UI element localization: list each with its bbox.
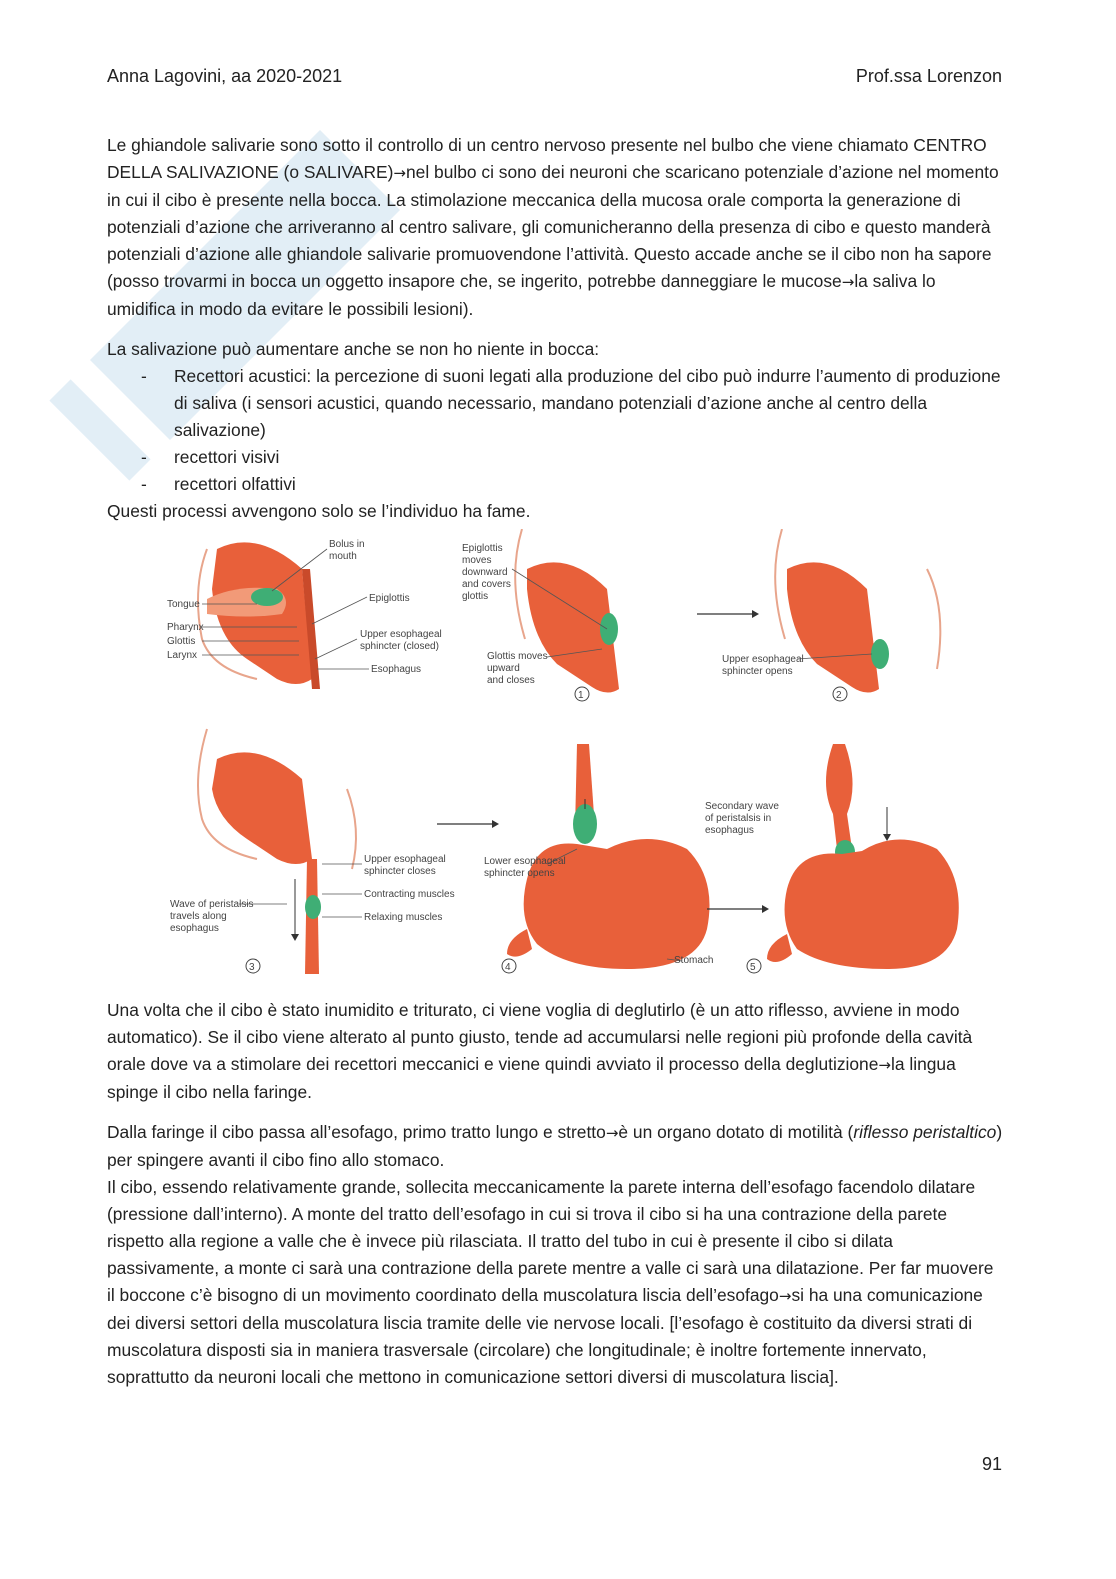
label-ues-opens-2: sphincter opens <box>722 666 793 677</box>
label-epi-moves-4: and covers <box>462 579 511 590</box>
label-ues-closes-1: Upper esophageal <box>364 854 446 865</box>
step-number-4: 4 <box>505 962 511 973</box>
arrow-icon: → <box>778 1287 792 1305</box>
label-larynx: Larynx <box>167 650 198 661</box>
panel-step-1 <box>462 529 619 701</box>
label-secondary-1: Secondary wave <box>705 801 779 812</box>
label-wave-3: esophagus <box>170 923 219 934</box>
page-number: 91 <box>981 1454 1002 1474</box>
header-author: Anna Lagovini, aa 2020-2021 <box>107 66 343 86</box>
label-secondary-3: esophagus <box>705 825 754 836</box>
label-bolus-2: mouth <box>329 551 357 562</box>
list-item: - recettori visivi <box>141 447 280 467</box>
receptor-list <box>107 363 1005 498</box>
label-pharynx: Pharynx <box>167 622 204 633</box>
swallowing-figure <box>107 529 1005 985</box>
label-stomach: Stomach <box>674 955 714 966</box>
label-glottis: Glottis <box>167 636 196 647</box>
label-les-opens-1: Lower esophageal <box>484 856 566 867</box>
label-ues-opens-1: Upper esophageal <box>722 654 804 665</box>
label-ues-closes-2: sphincter closes <box>364 866 436 877</box>
step-number-2: 2 <box>836 690 842 701</box>
paragraph-salivation-intro: La salivazione può aumentare anche se non ho niente in bocca: <box>107 339 600 359</box>
label-glottis-moves-2: upward <box>487 663 520 674</box>
paragraph-esophagus: Dalla faringe il cibo passa all’esofago, primo tratto lungo e stretto→è un organo dotato di motilità (riflesso peristaltico) per spingere avanti il cibo fino allo stomaco. <box>107 1122 1003 1170</box>
swallowing-diagram <box>107 529 1005 985</box>
label-wave-1: Wave of peristalsis <box>170 899 254 910</box>
panel-step-3 <box>170 729 455 974</box>
step-number-3: 3 <box>249 962 255 973</box>
label-glottis-moves-3: and closes <box>487 675 535 686</box>
label-ues-closed-2: sphincter (closed) <box>360 641 439 652</box>
panel-step-5 <box>705 744 959 973</box>
step-number-1: 1 <box>578 690 584 701</box>
arrow-icon: → <box>841 273 855 291</box>
label-tongue: Tongue <box>167 599 200 610</box>
step-number-5: 5 <box>750 962 756 973</box>
paragraph-peristalsis: Il cibo, essendo relativamente grande, sollecita meccanicamente la parete interna dell’esofago facendolo dilatare (pressione dall’interno). A monte del tratto dell’esofago in cui si trova il cibo si ha una contrazione della parete rispetto alla regione a valle che è invece più rilasciata. Il tratto del tubo in cui è presente il cibo si dilata passivamente, a monte ci sarà una contrazione della parete mentre a valle ci sarà una dilatazione. Per far muovere il boccone c’è bisogno di un movimento coordinato della muscolatura liscia dell’esofago→si ha una comunicazione dei diversi settori della muscolatura liscia tramite delle vie nervose locali. [l’esofago è costituito da diversi strati di muscolatura disposti sia in maniera trasversale (circolare) che longitudinale; è inoltre fortemente innervato, soprattutto da neuroni locali che mettono in comunicazione settori diversi di muscolatura liscia]. <box>107 1177 994 1387</box>
label-contracting: Contracting muscles <box>364 889 455 900</box>
paragraph-deglutition: Una volta che il cibo è stato inumidito e triturato, ci viene voglia di deglutirlo (è un atto riflesso, avviene in modo automatico). Se il cibo viene alterato al punto giusto, tende ad accumularsi nelle regioni più profonde della cavità orale dove va a stimolare dei recettori meccanici e viene quindi avviato il processo della deglutizione→la lingua spinge il cibo nella faringe. <box>107 1000 973 1102</box>
label-epi-moves-3: downward <box>462 567 508 578</box>
panel-step-4 <box>484 744 713 973</box>
list-item: - recettori olfattivi <box>141 474 296 494</box>
page-header <box>107 66 1002 92</box>
paragraph-hunger: Questi processi avvengono solo se l’individuo ha fame. <box>107 501 531 521</box>
label-wave-2: travels along <box>170 911 227 922</box>
label-bolus-1: Bolus in <box>329 539 365 550</box>
label-epiglottis: Epiglottis <box>369 593 410 604</box>
header-professor: Prof.ssa Lorenzon <box>855 66 1002 86</box>
label-ues-closed-1: Upper esophageal <box>360 629 442 640</box>
page-content <box>107 132 1005 1391</box>
arrow-icon: → <box>878 1056 891 1074</box>
label-epi-moves-1: Epiglottis <box>462 543 503 554</box>
list-item: - Recettori acustici: la percezione di suoni legati alla produzione del cibo può indurre l’aumento di produzione di saliva (i sensori acustici, quando necessario, mandano potenziali d’azione anche al centro della salivazione) <box>141 366 1001 440</box>
label-relaxing: Relaxing muscles <box>364 912 443 923</box>
label-epi-moves-5: glottis <box>462 591 489 602</box>
arrow-icon: → <box>393 164 406 182</box>
paragraph-salivation-center: Le ghiandole salivarie sono sotto il controllo di un centro nervoso presente nel bulbo che viene chiamato CENTRO DELLA SALIVAZIONE (o SALIVARE)→nel bulbo ci sono dei neuroni che scaricano potenziale d’azione nel momento in cui il cibo è presente nella bocca. La stimolazione meccanica della mucosa orale comporta la generazione di potenziali d’azione che arriveranno al centro salivare, gli comunicheranno della presenza di cibo e questo manderà potenziali d’azione alle ghiandole salivarie promuovendone l’attività. Questo accade anche se il cibo non ha sapore (posso trovarmi in bocca un oggetto insapore che, se ingerito, potrebbe danneggiare le mucose→la saliva lo umidifica in modo da evitare le possibili lesioni). <box>107 135 999 319</box>
label-glottis-moves-1: Glottis moves <box>487 651 548 662</box>
label-les-opens-2: sphincter opens <box>484 868 555 879</box>
label-esophagus: Esophagus <box>371 664 422 675</box>
label-epi-moves-2: moves <box>462 555 492 566</box>
panel-initial <box>167 539 442 689</box>
arrow-icon: → <box>605 1124 619 1142</box>
label-secondary-2: of peristalsis in <box>705 813 772 824</box>
